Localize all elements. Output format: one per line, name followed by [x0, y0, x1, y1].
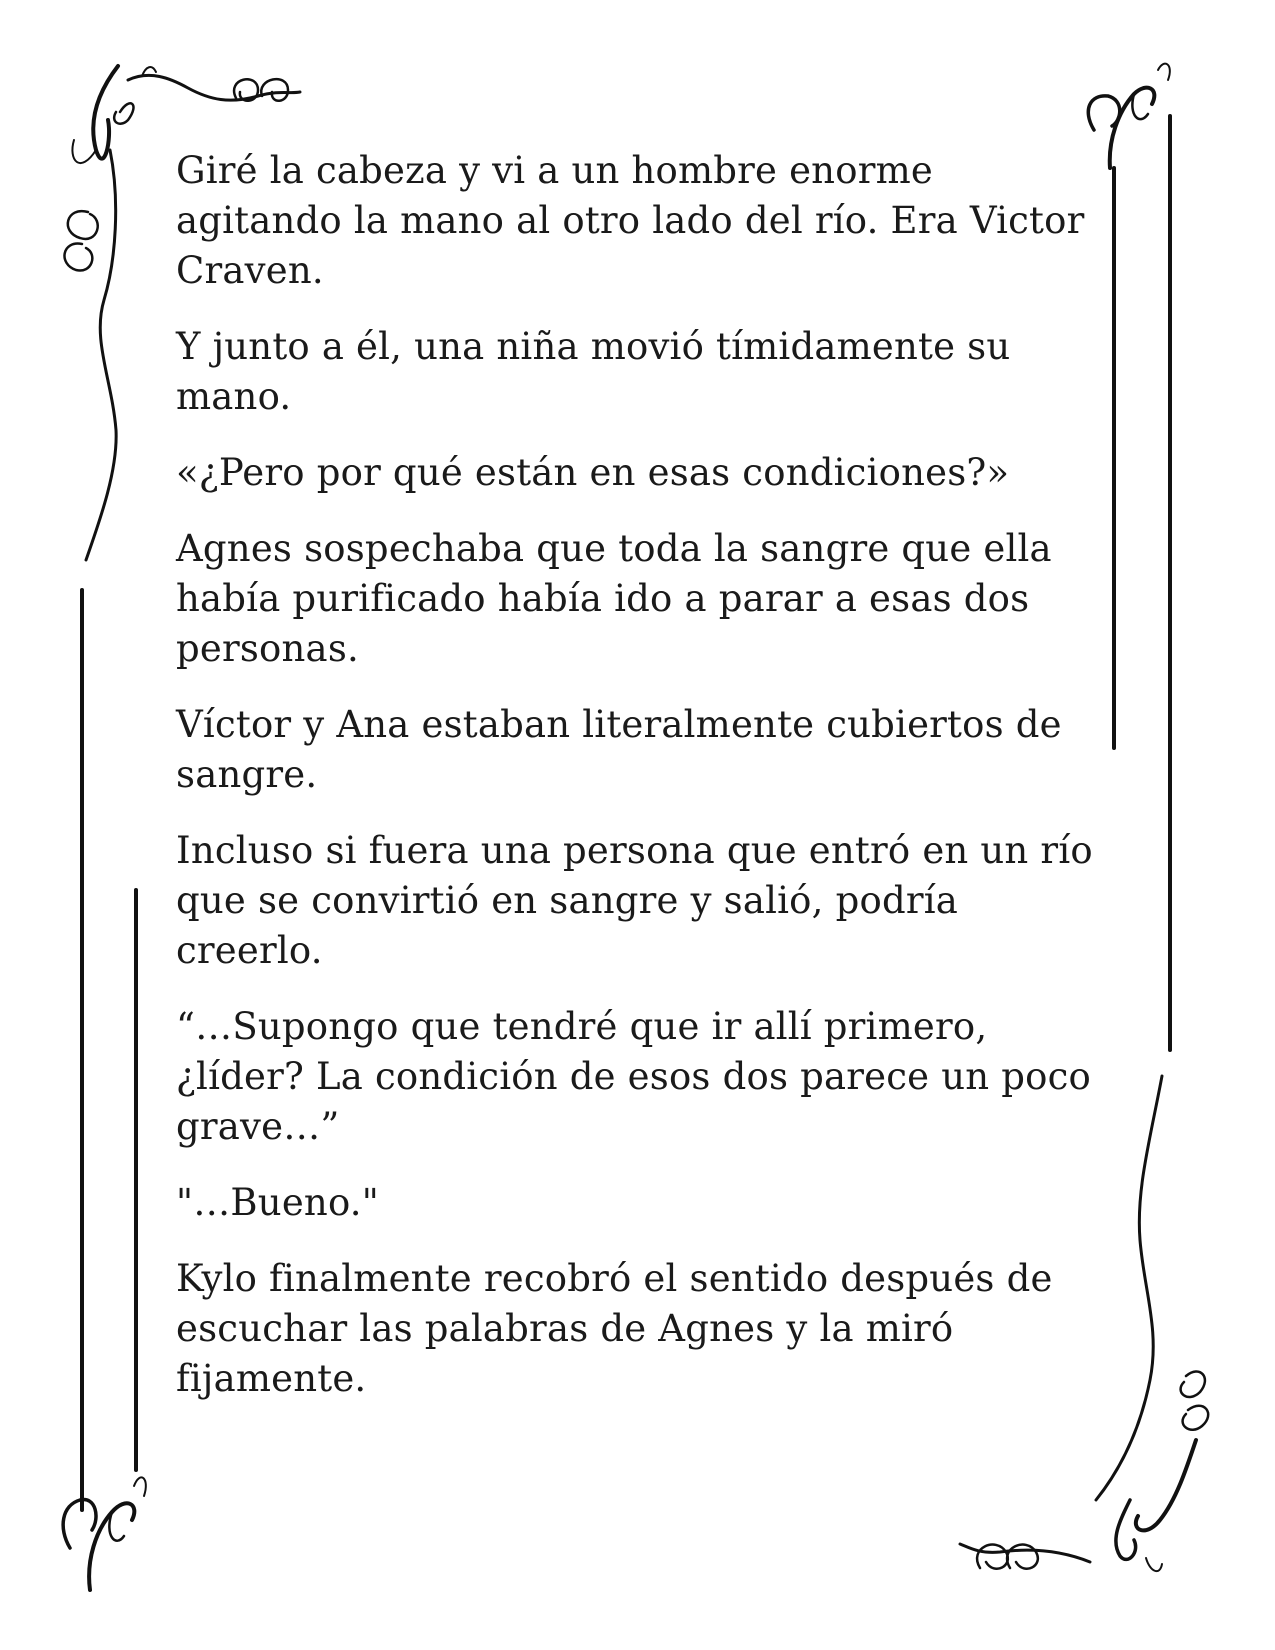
paragraph-3: «¿Pero por qué están en esas condiciones?»	[176, 451, 1010, 494]
paragraph-5: Víctor y Ana estaban literalmente cubiertos de sangre.	[176, 703, 1062, 796]
story-text	[176, 146, 1106, 1430]
paragraph-1: Giré la cabeza y vi a un hombre enorme agitando la mano al otro lado del río. Era Victor Craven.	[176, 149, 1085, 292]
paragraph-4: Agnes sospechaba que toda la sangre que ella había purificado había ido a parar a esas dos personas.	[176, 527, 1052, 670]
paragraph-7: “…Supongo que tendré que ir allí primero, ¿líder? La condición de esos dos parece un poco grave…”	[176, 1005, 1091, 1148]
paragraph-8: "…Bueno."	[176, 1181, 379, 1224]
paragraph-9: Kylo finalmente recobró el sentido después de escuchar las palabras de Agnes y la miró fijamente.	[176, 1257, 1053, 1400]
paragraph-6: Incluso si fuera una persona que entró en un río que se convirtió en sangre y salió, podría creerlo.	[176, 829, 1093, 972]
paragraph-2: Y junto a él, una niña movió tímidamente su mano.	[176, 325, 1011, 418]
bottom-left-flourish-icon	[63, 1477, 146, 1590]
